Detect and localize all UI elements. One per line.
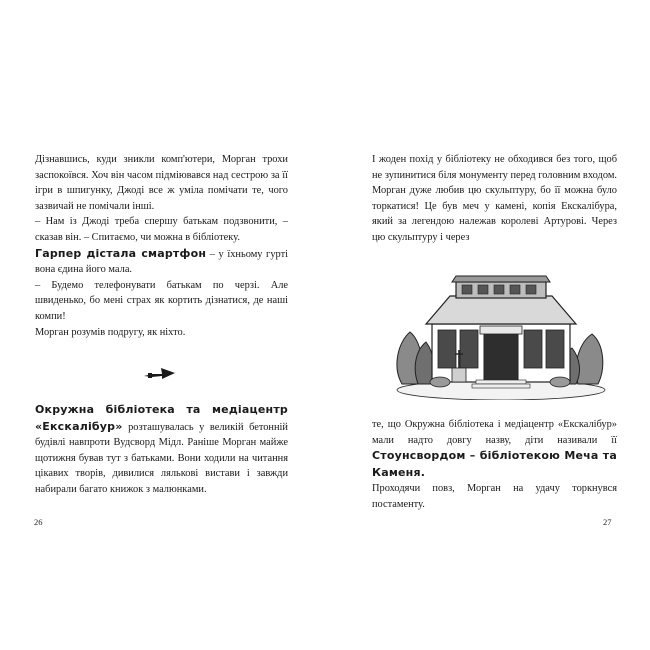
paragraph: – Будемо телефонувати батькам по черзі. Але швиденько, бо мені страх як кортить дізнатися, де наші компи!: [35, 279, 288, 322]
arrow-right-icon: [142, 362, 178, 384]
paragraph: Морган розумів подругу, як ніхто.: [35, 326, 186, 338]
paragraph-text: те, що Окружна бібліотека і медіацентр «Екскалібур» мали надто довгу назву, діти називали її: [372, 419, 617, 446]
right-text-block-2: [372, 417, 617, 513]
library-building-illustration: [392, 272, 610, 400]
left-text-block-1: [35, 152, 288, 340]
left-text-block-2: [35, 402, 288, 498]
paragraph: [35, 246, 288, 278]
paragraph: [372, 417, 617, 481]
paragraph: [35, 402, 288, 498]
page-number: 27: [603, 517, 612, 527]
page-number: 26: [34, 517, 43, 527]
highlight-text: Гарпер дістала смартфон: [35, 246, 207, 260]
right-page: [325, 0, 650, 650]
paragraph: – Нам із Джоді треба спершу батькам подзвонити, – сказав він. – Спитаємо, чи можна в бібліотеку.: [35, 216, 288, 243]
right-text-block-1: [372, 152, 617, 246]
paragraph-text: – у їхньому гурті вона єдина його мала.: [35, 248, 288, 276]
highlight-text: Окружна бібліотека та медіацентр «Екскалібур»: [35, 403, 288, 433]
paragraph: Дізнавшись, куди зникли комп'ютери, Морган трохи заспокоївся. Хоч він часом підміювався над сестрою за її ігри в шпигунку, Джоді все ж уміла помічати те, чого зазвичай не помічали інші.: [35, 154, 288, 212]
highlight-text: Стоунсвордом – бібліотекою Меча та Каменя.: [372, 449, 617, 479]
paragraph-text: розташувалась у великій бетонній будівлі навпроти Вудсворд Мідл. Раніше Морган майже щотижня бував тут з батьками. Вони ходили на читання цікавих творів, дивилися лялькові вистави і завжди набирали багато книжок з малюнками.: [35, 421, 288, 495]
paragraph: Проходячи повз, Морган на удачу торкнувся постаменту.: [372, 483, 617, 510]
paragraph: І жоден похід у бібліотеку не обходився без того, щоб не зупинитися біля монументу перед головним входом. Морган дуже любив цю скульптуру, бо її можна було торкатися! Це був меч у камені, копія Екскалібура, який за легендою належав королеві Артурові. Через цю скульптуру і через: [372, 154, 617, 243]
